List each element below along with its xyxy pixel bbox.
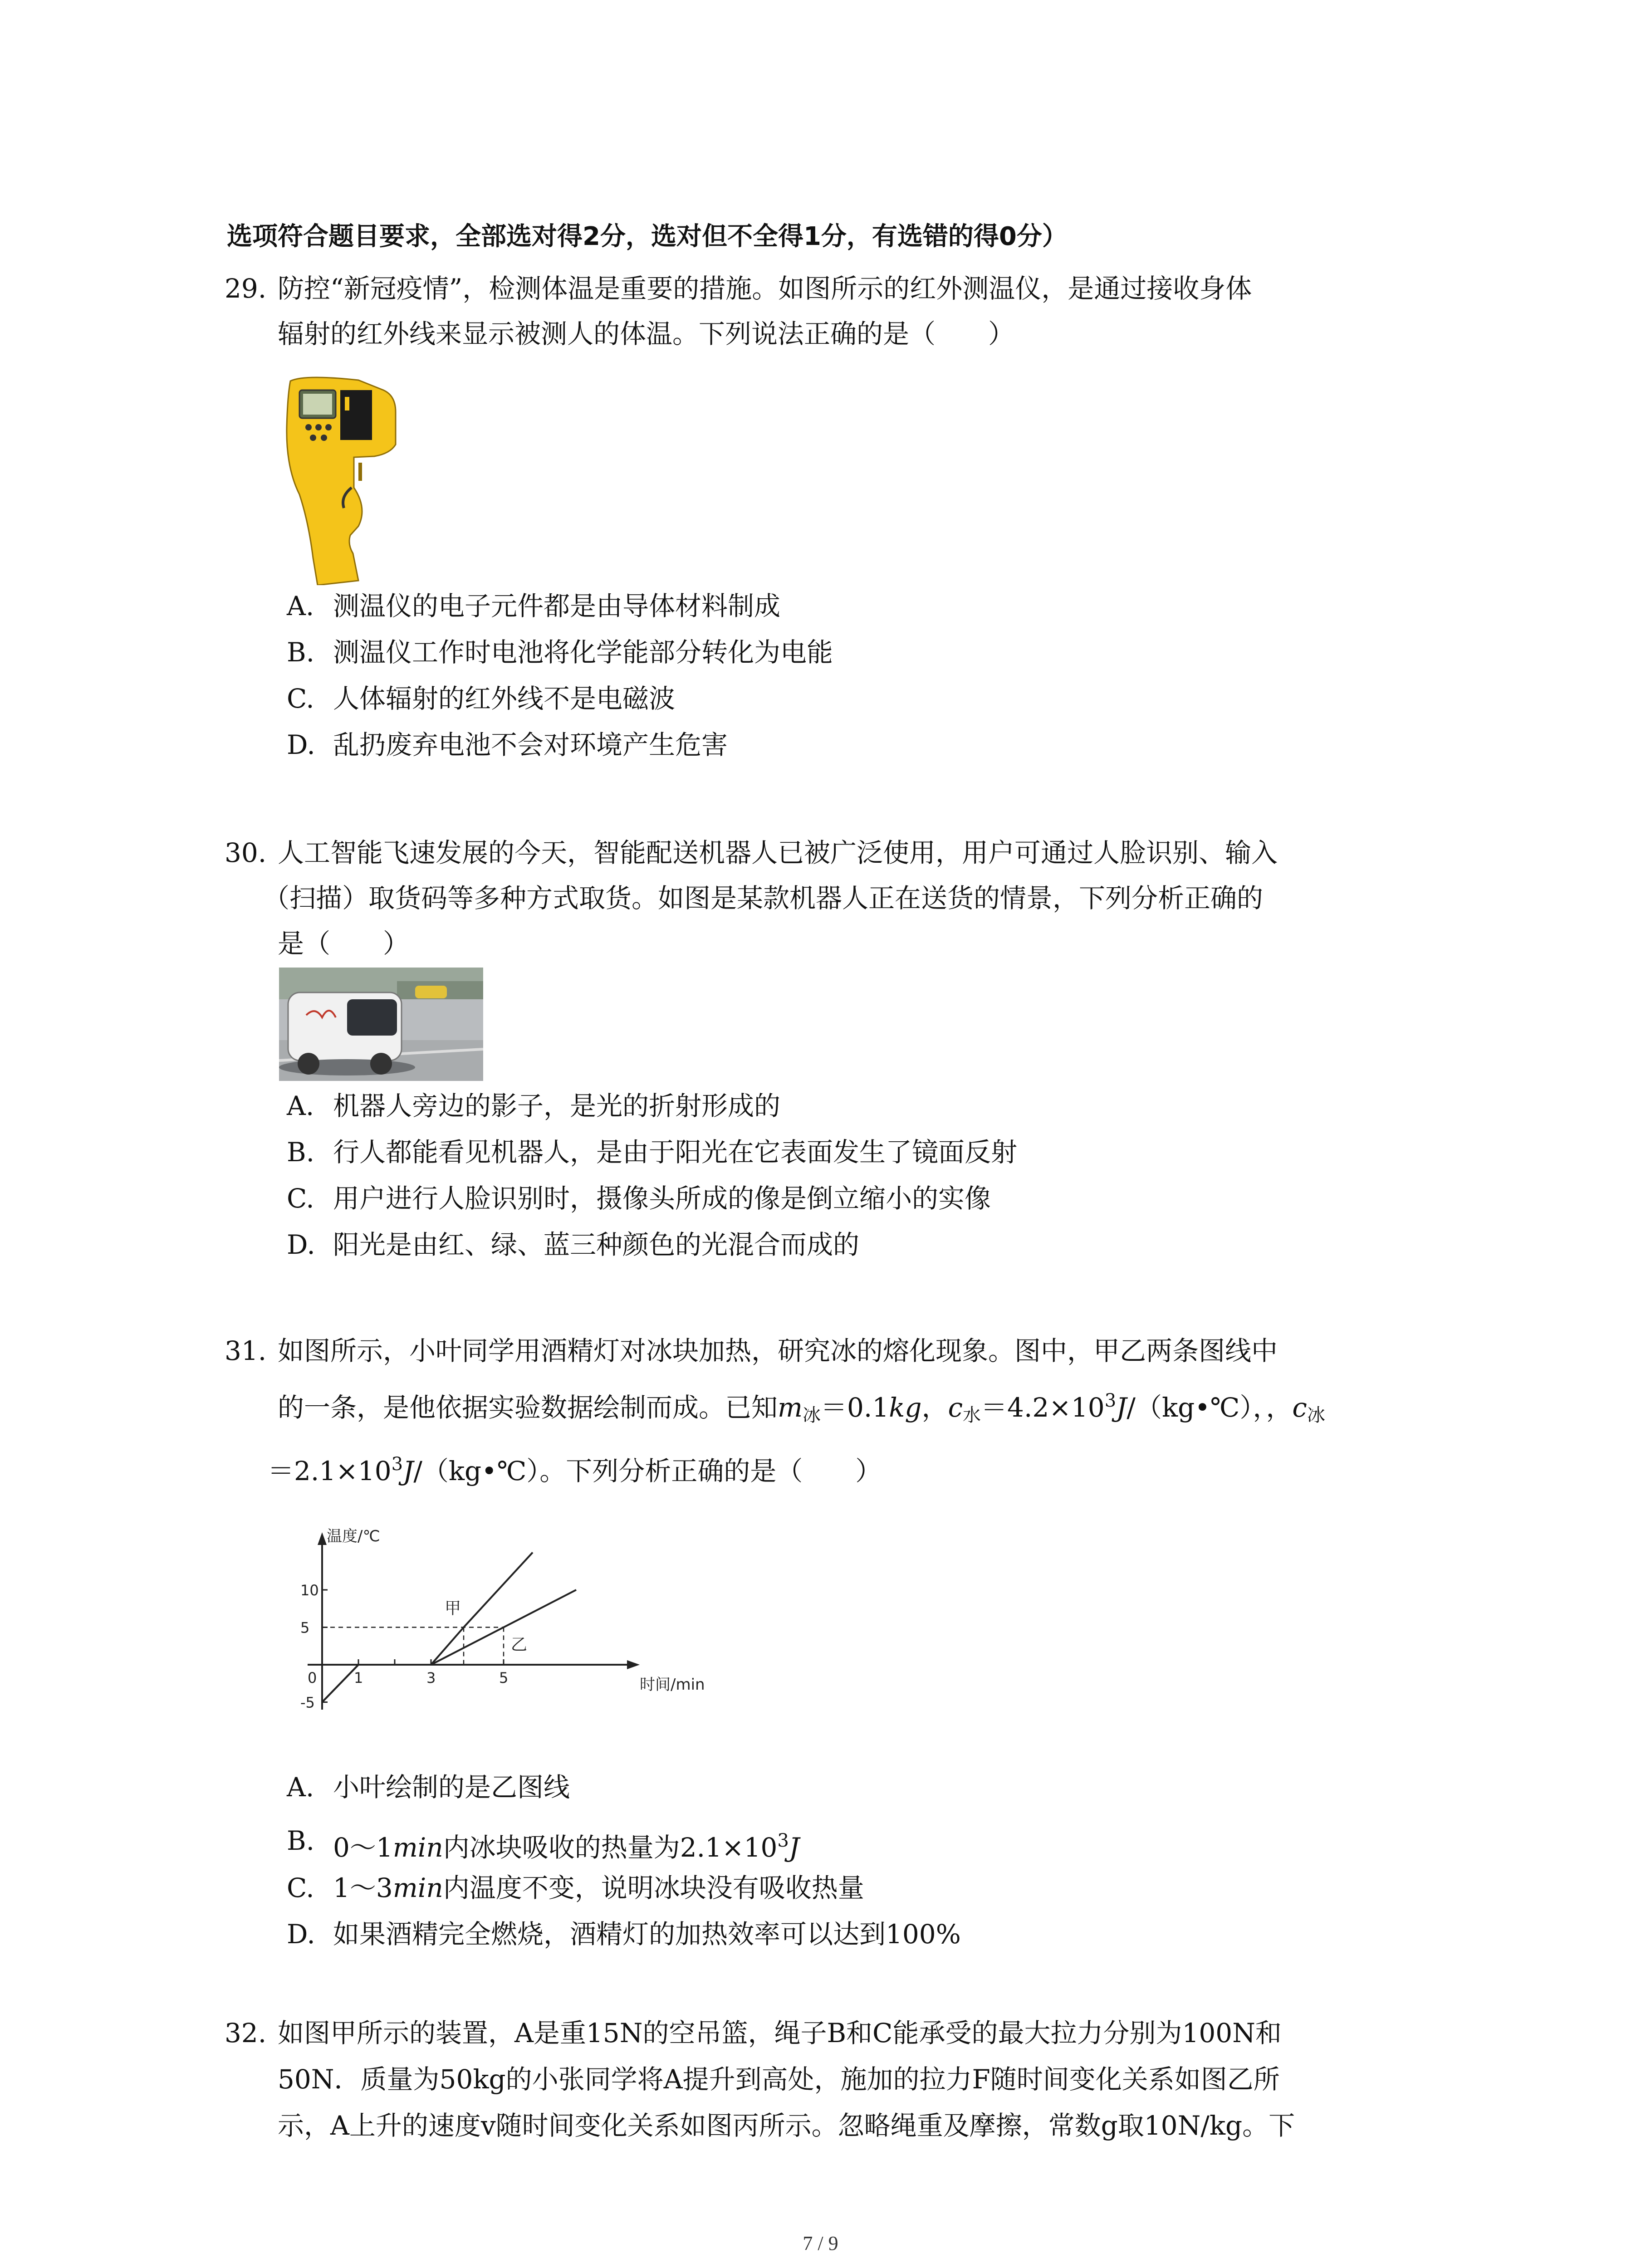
option-label: D. xyxy=(287,1229,315,1260)
option-label: A. xyxy=(287,1772,314,1803)
x-tick-label: 0 xyxy=(308,1669,317,1686)
x-tick-label: 5 xyxy=(499,1669,509,1686)
option-label: C. xyxy=(287,683,314,714)
x-axis-arrow xyxy=(627,1660,640,1669)
question-number: 31. xyxy=(225,1335,267,1366)
option-text: 人体辐射的红外线不是电磁波 xyxy=(333,683,676,714)
option-text: 如果酒精完全燃烧，酒精灯的加热效率可以达到100% xyxy=(333,1919,961,1950)
question-text: 防控“新冠疫情”，检测体温是重要的措施。如图所示的红外测温仪，是通过接收身体 xyxy=(278,273,1252,304)
question-text: 如图所示，小叶同学用酒精灯对冰块加热，研究冰的熔化现象。图中，甲乙两条图线中 xyxy=(278,1335,1278,1366)
question-text: 是（ ） xyxy=(278,928,410,959)
page-number: 7 / 9 xyxy=(803,2232,838,2254)
section-instruction: 选项符合题目要求，全部选对得2分，选对但不全得1分，有选错的得0分） xyxy=(227,222,1068,251)
option-text: 小叶绘制的是乙图线 xyxy=(333,1772,570,1803)
option-label: C. xyxy=(287,1183,314,1214)
infrared-thermometer-image xyxy=(277,372,422,585)
y-tick-label: 5 xyxy=(300,1619,310,1637)
option-label: D. xyxy=(287,1919,315,1950)
question-text: （扫描）取货码等多种方式取货。如图是某款机器人正在送货的情景，下列分析正确的 xyxy=(263,883,1264,914)
question-text: 辐射的红外线来显示被测人的体温。下列说法正确的是（ ） xyxy=(278,318,1015,349)
option-label: A. xyxy=(287,591,314,621)
question-text: 的一条，是他依据实验数据绘制而成。已知$m_冰=0.1kg$，$c_水=4.2\times 10^3J/(kg•℃)$，，$c_冰$ xyxy=(278,1390,1325,1426)
question-text: 人工智能飞速发展的今天，智能配送机器人已被广泛使用，用户可通过人脸识别、输入 xyxy=(278,837,1278,868)
option-label: B. xyxy=(287,1825,315,1856)
y-tick-label: 10 xyxy=(300,1582,319,1599)
x-axis-label: 时间/min xyxy=(640,1676,705,1694)
x-tick-label: 1 xyxy=(354,1669,363,1686)
question-text: 示，A上升的速度v随时间变化关系如图丙所示。忽略绳重及摩擦，常数g取10N/kg。下 xyxy=(278,2110,1295,2141)
question-number: 32. xyxy=(225,2018,267,2048)
option-label: C. xyxy=(287,1872,314,1903)
option-label: B. xyxy=(287,637,315,668)
y-tick-label: -5 xyxy=(300,1694,315,1711)
y-axis-arrow xyxy=(318,1532,327,1545)
option-text: 机器人旁边的影子，是光的折射形成的 xyxy=(333,1090,781,1121)
temperature-time-chart xyxy=(272,1483,726,1755)
option-label: A. xyxy=(287,1090,314,1121)
delivery-robot-image xyxy=(279,968,483,1081)
option-label: B. xyxy=(287,1137,315,1168)
series-label-jia: 甲 xyxy=(445,1599,461,1618)
option-text: 乱扔废弃电池不会对环境产生危害 xyxy=(333,729,728,760)
series-label-yi: 乙 xyxy=(511,1635,528,1654)
question-number: 29. xyxy=(225,273,267,304)
option-text: 测温仪工作时电池将化学能部分转化为电能 xyxy=(333,637,833,668)
option-text: 测温仪的电子元件都是由导体材料制成 xyxy=(333,591,781,621)
option-label: D. xyxy=(287,729,315,760)
question-text: 50N．质量为50kg的小张同学将A提升到高处，施加的拉力F随时间变化关系如图乙所 xyxy=(278,2064,1280,2095)
option-text: 1～3min内温度不变，说明冰块没有吸收热量 xyxy=(333,1872,864,1903)
question-number: 30. xyxy=(225,837,267,868)
question-text: 如图甲所示的装置，A是重15N的空吊篮，绳子B和C能承受的最大拉力分别为100N和 xyxy=(278,2018,1282,2048)
option-text: 阳光是由红、绿、蓝三种颜色的光混合而成的 xyxy=(333,1229,860,1260)
option-text: 0～1min内冰块吸收的热量为$2.1\times 10^3J$ xyxy=(333,1830,800,1863)
option-text: 行人都能看见机器人，是由于阳光在它表面发生了镜面反射 xyxy=(333,1137,1018,1168)
question-text: $=2.1\times 10^3J/(kg•℃)$。下列分析正确的是（ ） xyxy=(268,1454,882,1486)
y-axis-label: 温度/℃ xyxy=(327,1527,380,1545)
x-tick-label: 3 xyxy=(426,1669,436,1686)
option-text: 用户进行人脸识别时，摄像头所成的像是倒立缩小的实像 xyxy=(333,1183,991,1214)
